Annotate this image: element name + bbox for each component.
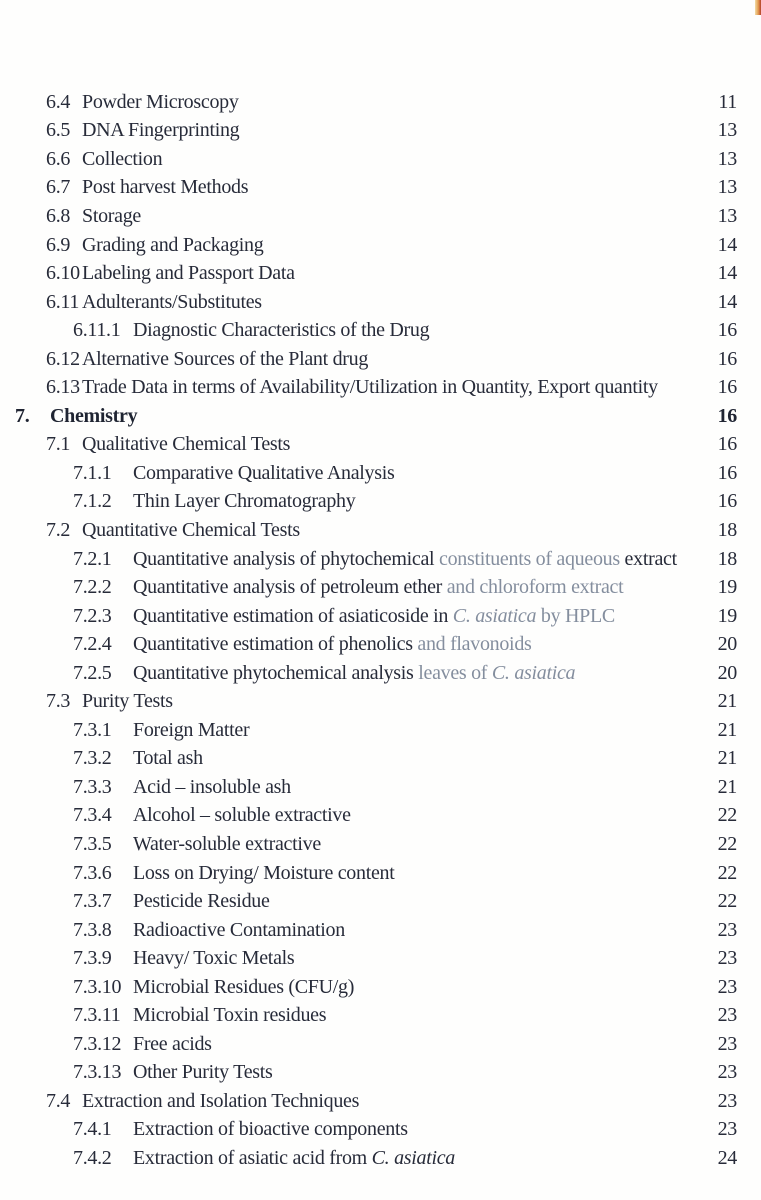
toc-entry-number: 6.6: [46, 147, 71, 170]
toc-entry: [0, 145, 737, 174]
title-segment: Loss on Drying/ Moisture content: [133, 861, 395, 884]
toc-entry-title: [82, 690, 173, 713]
toc-entry: [0, 231, 737, 260]
toc-entry: [0, 944, 737, 973]
title-segment: Chemistry: [50, 404, 138, 427]
toc-entry-title: [133, 890, 270, 913]
toc-entry-page: 16: [717, 433, 737, 456]
toc-entry-number: 7.3.1: [73, 718, 112, 741]
toc-entry-page: 13: [717, 119, 737, 142]
toc-entry: [0, 402, 737, 431]
toc-entry-number: 7.: [15, 404, 30, 427]
toc-entry-number: 6.7: [46, 176, 71, 199]
toc-entry: [0, 459, 737, 488]
toc-entry-page: 23: [717, 1061, 737, 1084]
toc-entry: [0, 202, 737, 231]
toc-entry: [0, 1002, 737, 1031]
toc-entry-page: 11: [718, 90, 737, 113]
toc-entry-title: [133, 719, 249, 742]
toc-entry: [0, 431, 737, 460]
title-segment: Heavy/ Toxic Metals: [133, 947, 295, 970]
toc-entry-number: 7.2.3: [73, 604, 112, 627]
toc-entry-number: 6.8: [46, 204, 71, 227]
toc-entry-title: [133, 747, 203, 770]
toc-entry-title: [133, 605, 615, 628]
toc-entry-title: [133, 947, 294, 970]
toc-entry-page: 23: [717, 975, 737, 998]
toc-entry-title: [82, 119, 239, 142]
toc-entry-title: [82, 348, 368, 371]
toc-entry: [0, 345, 737, 374]
title-segment: and flavonoids: [417, 633, 532, 656]
toc-entry-number: 7.2.4: [73, 633, 112, 656]
toc-entry: [0, 288, 737, 317]
title-segment: Quantitative estimation of phenolics: [133, 633, 418, 656]
toc-entry-number: 7.1: [46, 433, 71, 456]
toc-entry: [0, 88, 737, 117]
toc-entry: [0, 687, 737, 716]
toc-entry-title: [133, 576, 623, 599]
toc-entry-page: 21: [717, 718, 737, 741]
title-segment: Microbial Residues (CFU/g): [133, 975, 355, 998]
toc-entry-title: [133, 804, 351, 827]
toc-entry-page: 16: [717, 376, 737, 399]
toc-entry-page: 16: [717, 319, 737, 342]
title-segment: Storage: [82, 204, 141, 227]
toc-entry-number: 7.4: [46, 1089, 71, 1112]
toc-entry-number: 7.2.5: [73, 661, 112, 684]
title-segment: Quantitative estimation of asiaticoside in: [133, 604, 453, 627]
toc-entry-page: 22: [717, 804, 737, 827]
toc-entry: [0, 716, 737, 745]
title-segment: by HPLC: [536, 604, 615, 627]
toc-entry-number: 7.3.3: [73, 775, 112, 798]
toc-entry-title: [82, 176, 248, 199]
toc-entry: [0, 802, 737, 831]
title-segment: Other Purity Tests: [133, 1061, 273, 1084]
toc-entry-page: 18: [717, 547, 737, 570]
toc-entry-number: 7.3.12: [73, 1032, 122, 1055]
toc-entry-number: 6.9: [46, 233, 71, 256]
title-segment: Water-soluble extractive: [133, 832, 321, 855]
toc-entry-page: 23: [717, 1089, 737, 1112]
toc-entry-page: 18: [717, 518, 737, 541]
toc-entry-number: 7.1.1: [73, 461, 112, 484]
toc-entry: [0, 573, 737, 602]
title-segment: Extraction and Isolation Techniques: [82, 1089, 360, 1112]
toc-entry: [0, 1144, 737, 1173]
toc-entry-page: 22: [717, 832, 737, 855]
toc-entry: [0, 316, 737, 345]
title-segment: Trade Data in terms of Availability/Utilization in Quantity, Export quantity: [82, 376, 658, 399]
title-segment: Qualitative Chemical Tests: [82, 433, 291, 456]
toc-entry: [0, 174, 737, 203]
toc-entry-number: 7.3.8: [73, 918, 112, 941]
toc-entry-title: [82, 91, 239, 114]
toc-entry: [0, 1030, 737, 1059]
toc-entry-page: 23: [717, 1032, 737, 1055]
toc-entry-page: 23: [717, 918, 737, 941]
toc-entry-title: [133, 1118, 408, 1141]
title-segment: Adulterants/Substitutes: [82, 290, 262, 313]
toc-entry-page: 13: [717, 147, 737, 170]
title-segment: Quantitative analysis of petroleum ether: [133, 576, 447, 599]
toc-entry-number: 7.3.9: [73, 947, 112, 970]
toc-entry: [0, 1087, 737, 1116]
title-segment: Post harvest Methods: [82, 176, 249, 199]
toc-entry-title: [82, 262, 295, 285]
toc-entry-page: 22: [717, 861, 737, 884]
toc-entry-title: [82, 376, 658, 399]
toc-entry-page: 16: [717, 404, 737, 427]
toc-entry: [0, 488, 737, 517]
species-name: C. asiatica: [452, 604, 537, 627]
toc-entry-page: 22: [717, 890, 737, 913]
toc-entry-number: 7.2.1: [73, 547, 112, 570]
toc-entry-number: 6.4: [46, 90, 71, 113]
bookmark-tab-icon: [755, 0, 761, 15]
toc-entry-title: [82, 148, 162, 171]
title-segment: DNA Fingerprinting: [82, 119, 240, 142]
title-segment: Extraction of bioactive components: [133, 1118, 408, 1141]
toc-entry-number: 7.3.5: [73, 832, 112, 855]
toc-entry-title: [133, 1147, 455, 1170]
toc-entry-number: 7.2.2: [73, 576, 112, 599]
toc-entry: [0, 602, 737, 631]
toc-entry: [0, 773, 737, 802]
title-segment: Radioactive Contamination: [133, 918, 345, 941]
toc-entry-page: 20: [717, 661, 737, 684]
toc-entry-number: 7.3.2: [73, 747, 112, 770]
toc-entry-number: 6.12: [46, 347, 80, 370]
toc-entry-page: 13: [717, 176, 737, 199]
toc-entry-number: 7.1.2: [73, 490, 112, 513]
toc-entry-number: 7.3: [46, 690, 71, 713]
toc-entry-number: 6.11: [46, 290, 80, 313]
toc-entry-title: [133, 1061, 273, 1084]
species-name: C. asiatica: [491, 661, 576, 684]
toc-list: [0, 88, 761, 1173]
toc-entry: [0, 830, 737, 859]
toc-entry: [0, 973, 737, 1002]
title-segment: Quantitative analysis of phytochemical: [133, 547, 439, 570]
title-segment: leaves of: [418, 661, 492, 684]
toc-entry-title: [133, 833, 321, 856]
title-segment: Alcohol – soluble extractive: [133, 804, 351, 827]
title-segment: and chloroform extract: [446, 576, 624, 599]
toc-entry-page: 19: [717, 576, 737, 599]
toc-entry-page: 14: [717, 233, 737, 256]
toc-entry: [0, 259, 737, 288]
species-name: C. asiatica: [371, 1147, 456, 1169]
title-segment: Purity Tests: [82, 690, 173, 713]
toc-entry-page: 21: [717, 775, 737, 798]
title-segment: Labeling and Passport Data: [82, 262, 295, 285]
toc-entry-title: [133, 548, 677, 571]
toc-entry-title: [133, 1033, 212, 1056]
toc-entry: [0, 1059, 737, 1088]
title-segment: Pesticide Residue: [133, 890, 270, 913]
toc-entry-number: 7.2: [46, 518, 71, 541]
toc-entry-page: 13: [717, 204, 737, 227]
toc-entry-page: 23: [717, 1118, 737, 1141]
toc-entry-title: [133, 319, 429, 342]
toc-entry-page: 16: [717, 461, 737, 484]
toc-entry-number: 6.5: [46, 119, 71, 142]
toc-entry-title: [133, 1004, 326, 1027]
toc-entry-page: 16: [717, 490, 737, 513]
title-segment: Collection: [82, 147, 163, 170]
toc-entry-number: 6.13: [46, 376, 80, 399]
toc-entry-page: 21: [717, 747, 737, 770]
toc-entry: [0, 373, 737, 402]
title-segment: Powder Microscopy: [82, 90, 239, 113]
toc-entry-title: [133, 662, 575, 685]
title-segment: Total ash: [133, 747, 203, 770]
toc-entry-number: 7.3.11: [73, 1004, 121, 1027]
toc-entry-title: [82, 1090, 359, 1113]
toc-entry: [0, 1116, 737, 1145]
title-segment: Extraction of asiatic acid from: [133, 1147, 372, 1169]
title-segment: Comparative Qualitative Analysis: [133, 461, 395, 484]
title-segment: Alternative Sources of the Plant drug: [82, 347, 369, 370]
toc-entry-title: [133, 919, 345, 942]
toc-entry: [0, 916, 737, 945]
toc-entry: [0, 516, 737, 545]
toc-entry-page: 23: [717, 947, 737, 970]
toc-entry-title: [82, 291, 262, 314]
title-segment: Diagnostic Characteristics of the Drug: [133, 319, 430, 342]
toc-entry-page: 14: [717, 290, 737, 313]
title-segment: Grading and Packaging: [82, 233, 264, 256]
toc-entry-page: 23: [717, 1004, 737, 1027]
toc-entry-page: 14: [717, 262, 737, 285]
toc-entry-title: [82, 234, 263, 257]
toc-entry-page: 20: [717, 633, 737, 656]
toc-entry-title: [133, 633, 532, 656]
toc-entry-title: [133, 776, 291, 799]
title-segment: Quantitative Chemical Tests: [82, 518, 300, 541]
toc-entry-number: 6.10: [46, 262, 80, 285]
toc-entry-title: [133, 976, 354, 999]
title-segment: Quantitative phytochemical analysis: [133, 661, 419, 684]
toc-entry-number: 7.3.6: [73, 861, 112, 884]
toc-entry-number: 7.3.7: [73, 890, 112, 913]
toc-entry: [0, 745, 737, 774]
toc-entry: [0, 887, 737, 916]
toc-entry-title: [82, 433, 290, 456]
toc-entry-title: [133, 462, 394, 485]
toc-entry-number: 6.11.1: [73, 319, 121, 342]
title-segment: Microbial Toxin residues: [133, 1004, 327, 1027]
toc-entry-title: [82, 205, 141, 228]
title-segment: Thin Layer Chromatography: [133, 490, 356, 513]
toc-entry-title: [133, 490, 355, 513]
toc-entry-title: [82, 519, 300, 542]
title-segment: Free acids: [133, 1032, 212, 1055]
toc-entry-number: 7.3.10: [73, 975, 122, 998]
toc-entry-number: 7.4.1: [73, 1118, 112, 1141]
toc-entry-number: 7.4.2: [73, 1147, 112, 1169]
toc-entry-number: 7.3.4: [73, 804, 112, 827]
toc-entry-title: [50, 405, 137, 428]
toc-entry-page: 19: [717, 604, 737, 627]
toc-entry: [0, 117, 737, 146]
title-segment: Acid – insoluble ash: [133, 775, 291, 798]
toc-entry: [0, 659, 737, 688]
title-segment: constituents of aqueous: [439, 547, 625, 570]
toc-entry-number: 7.3.13: [73, 1061, 122, 1084]
toc-entry-page: 21: [717, 690, 737, 713]
title-segment: extract: [624, 547, 677, 570]
toc-entry-title: [133, 862, 394, 885]
toc-entry: [0, 545, 737, 574]
title-segment: Foreign Matter: [133, 718, 250, 741]
toc-entry: [0, 630, 737, 659]
toc-entry-page: 24: [717, 1147, 737, 1169]
toc-entry-page: 16: [717, 347, 737, 370]
toc-entry: [0, 859, 737, 888]
